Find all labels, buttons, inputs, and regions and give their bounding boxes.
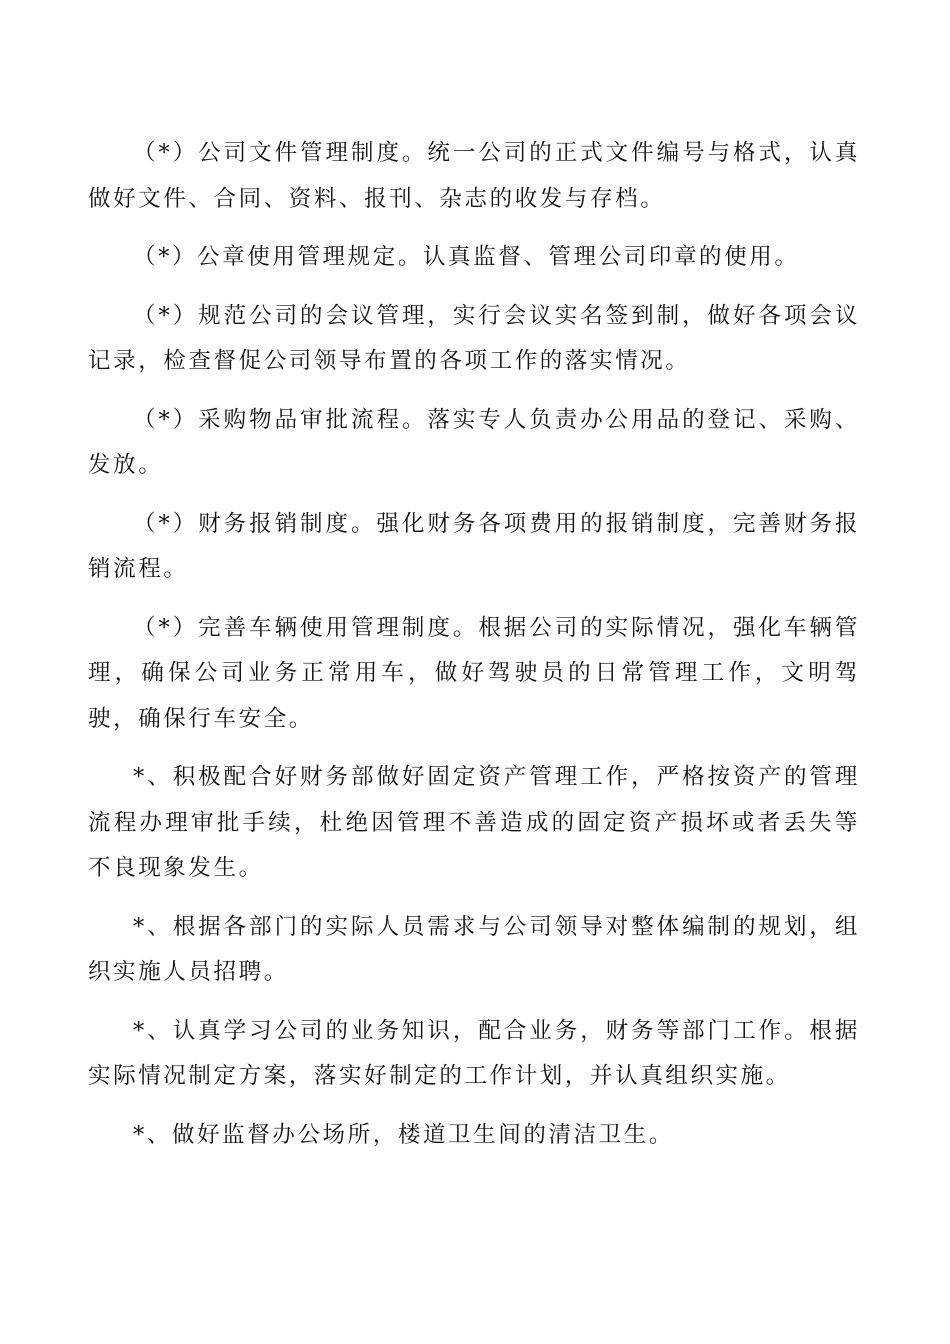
paragraph-procurement-approval: （*）采购物品审批流程。落实专人负责办公用品的登记、采购、发放。: [88, 406, 860, 478]
paragraph-business-learning: *、认真学习公司的业务知识，配合业务，财务等部门工作。根据实际情况制定方案，落实好制定的工作计划，并认真组织实施。: [88, 1017, 860, 1089]
paragraph-finance-reimbursement: （*）财务报销制度。强化财务各项费用的报销制度，完善财务报销流程。: [88, 510, 860, 582]
paragraph-meeting-management: （*）规范公司的会议管理，实行会议实名签到制，做好各项会议记录，检查督促公司领导布置的各项工作的落实情况。: [88, 302, 860, 374]
paragraph-seal-usage: （*）公章使用管理规定。认真监督、管理公司印章的使用。: [133, 244, 800, 270]
paragraph-office-hygiene: *、做好监督办公场所，楼道卫生间的清洁卫生。: [133, 1121, 674, 1148]
paragraph-vehicle-management: （*）完善车辆使用管理制度。根据公司的实际情况，强化车辆管理，确保公司业务正常用车，做好驾驶员的日常管理工作，文明驾驶，确保行车安全。: [88, 614, 860, 732]
paragraph-recruitment: *、根据各部门的实际人员需求与公司领导对整体编制的规划，组织实施人员招聘。: [88, 913, 860, 985]
paragraph-file-management: （*）公司文件管理制度。统一公司的正式文件编号与格式，认真做好文件、合同、资料、报刊、杂志的收发与存档。: [88, 140, 860, 212]
document-body: [88, 131, 860, 1171]
paragraph-fixed-assets: *、积极配合好财务部做好固定资产管理工作，严格按资产的管理流程办理审批手续，杜绝因管理不善造成的固定资产损坏或者丢失等不良现象发生。: [88, 764, 860, 881]
